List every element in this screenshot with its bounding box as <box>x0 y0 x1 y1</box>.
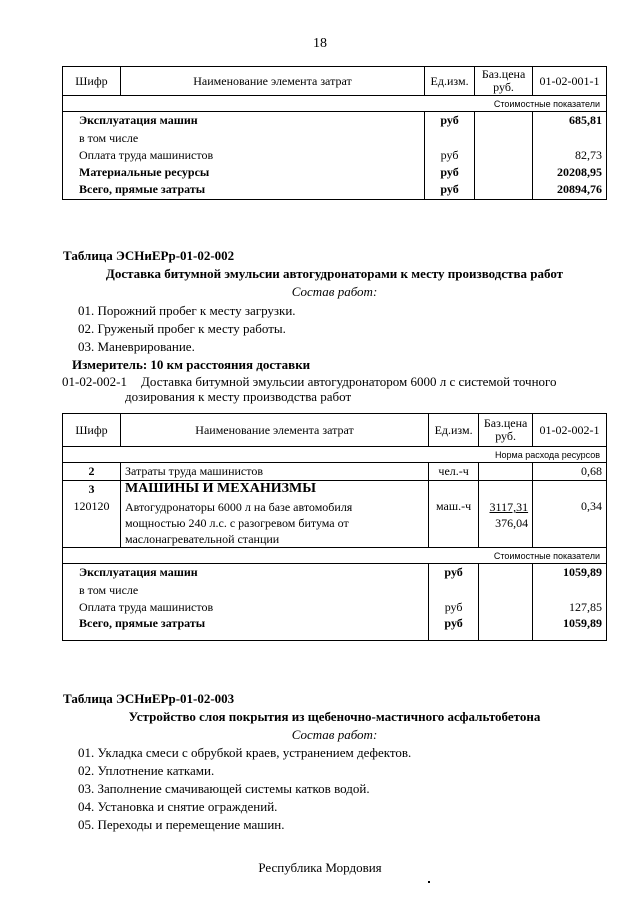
header-code: Шифр <box>63 67 121 96</box>
row-name: Эксплуатация машин <box>63 112 425 130</box>
section-label: Норма расхода ресурсов <box>63 447 607 463</box>
row-value: 127,85 <box>533 599 607 616</box>
row-unit: руб <box>425 164 475 181</box>
row-value: 0,68 <box>533 463 607 481</box>
row-unit: руб <box>429 599 479 616</box>
row-unit: руб <box>425 112 475 130</box>
row-name: Всего, прямые затраты <box>63 181 425 200</box>
table-row <box>63 463 607 481</box>
header-price-line2: руб. <box>493 80 514 94</box>
work-item: 02. Уплотнение катками. <box>78 763 215 778</box>
header-unit: Ед.изм. <box>425 67 475 96</box>
row-name-line1: Автогудронаторы 6000 л на базе автомобиля <box>124 500 353 514</box>
table-header-row <box>63 67 607 96</box>
header-column-code: 01-02-001-1 <box>533 67 607 96</box>
work-item: 04. Установка и снятие ограждений. <box>78 799 278 814</box>
row-value: 20208,95 <box>533 164 607 181</box>
table-row <box>63 582 607 599</box>
header-name: Наименование элемента затрат <box>120 414 428 447</box>
table-row <box>63 564 607 582</box>
item-description-line1: Доставка битумной эмульсии автогудронатором 6000 л с системой точного <box>141 374 557 389</box>
row-name-line3: маслонагревательной станции <box>124 532 280 546</box>
row-name: Оплата труда машинистов <box>63 599 429 616</box>
row-name-line2: мощностью 240 л.с. с разогревом битума от <box>124 516 349 530</box>
row-price <box>479 497 533 548</box>
row-name: Затраты труда машинистов <box>120 463 428 481</box>
row-unit: чел.-ч <box>429 463 479 481</box>
work-item: 01. Порожний пробег к месту загрузки. <box>78 303 296 318</box>
work-item: 05. Переходы и перемещение машин. <box>78 817 285 832</box>
row-value: 1059,89 <box>533 616 607 641</box>
table-row <box>63 164 607 181</box>
work-item: 01. Укладка смеси с обрубкой краев, устранением дефектов. <box>78 745 412 760</box>
page-number: 18 <box>313 36 327 51</box>
table-row <box>63 497 607 548</box>
row-name: Эксплуатация машин <box>63 564 429 582</box>
table-subtitle: Доставка битумной эмульсии автогудронаторами к месту производства работ <box>105 266 564 281</box>
row-value: 20894,76 <box>533 181 607 200</box>
table-row <box>63 112 607 130</box>
scan-dot <box>428 881 430 883</box>
row-value: 82,73 <box>533 147 607 164</box>
row-name: в том числе <box>63 582 429 599</box>
work-item: 03. Маневрирование. <box>78 339 195 354</box>
composition-heading: Состав работ: <box>291 727 378 742</box>
cost-table-01-02-002 <box>62 413 607 641</box>
header-price-line1: Баз.цена <box>481 67 526 81</box>
section-label: Стоимостные показатели <box>63 548 607 564</box>
header-column-code: 01-02-002-1 <box>533 414 607 447</box>
row-value: 685,81 <box>533 112 607 130</box>
table-row <box>63 616 607 641</box>
row-unit: руб <box>425 147 475 164</box>
row-code: 2 <box>63 463 121 481</box>
item-code: 01-02-002-1 <box>62 374 127 389</box>
header-price-line1: Баз.цена <box>483 416 528 430</box>
section-label: Стоимостные показатели <box>63 96 607 112</box>
table-row <box>63 147 607 164</box>
table-subtitle: Устройство слоя покрытия из щебеночно-мастичного асфальтобетона <box>128 709 541 724</box>
measure-unit: Измеритель: 10 км расстояния доставки <box>72 357 311 372</box>
work-item: 02. Груженый пробег к месту работы. <box>78 321 286 336</box>
row-price-1: 3117,31 <box>489 500 529 514</box>
cost-table-01-02-001 <box>62 66 607 200</box>
row-unit: руб <box>429 616 479 641</box>
header-price-line2: руб. <box>495 429 516 443</box>
composition-heading: Состав работ: <box>291 284 378 299</box>
row-code: 120120 <box>63 497 121 548</box>
row-value: 0,34 <box>533 497 607 548</box>
row-unit: руб <box>429 564 479 582</box>
table-row <box>63 481 607 498</box>
table-row <box>63 599 607 616</box>
table-row <box>63 181 607 200</box>
header-price <box>475 67 533 96</box>
table-title: Таблица ЭСНиЕРр-01-02-003 <box>63 691 235 706</box>
header-code: Шифр <box>63 414 121 447</box>
row-unit: руб <box>425 181 475 200</box>
row-name: МАШИНЫ И МЕХАНИЗМЫ <box>120 481 428 498</box>
row-value: 1059,89 <box>533 564 607 582</box>
footer: Республика Мордовия <box>258 860 382 875</box>
table-title: Таблица ЭСНиЕРр-01-02-002 <box>63 248 235 263</box>
row-name: Оплата труда машинистов <box>63 147 425 164</box>
row-price-2: 376,04 <box>495 516 529 530</box>
header-name: Наименование элемента затрат <box>120 67 424 96</box>
row-name <box>120 497 428 548</box>
row-name: Материальные ресурсы <box>63 164 425 181</box>
item-description-line2: дозирования к месту производства работ <box>125 389 352 404</box>
row-name: в том числе <box>63 130 425 147</box>
row-unit: маш.-ч <box>429 497 479 548</box>
header-unit: Ед.изм. <box>429 414 479 447</box>
work-item: 03. Заполнение смачивающей системы катков водой. <box>78 781 370 796</box>
row-code: 3 <box>63 481 121 498</box>
table-row <box>63 130 607 147</box>
header-price <box>479 414 533 447</box>
row-name: Всего, прямые затраты <box>63 616 429 641</box>
table-header-row <box>63 414 607 447</box>
